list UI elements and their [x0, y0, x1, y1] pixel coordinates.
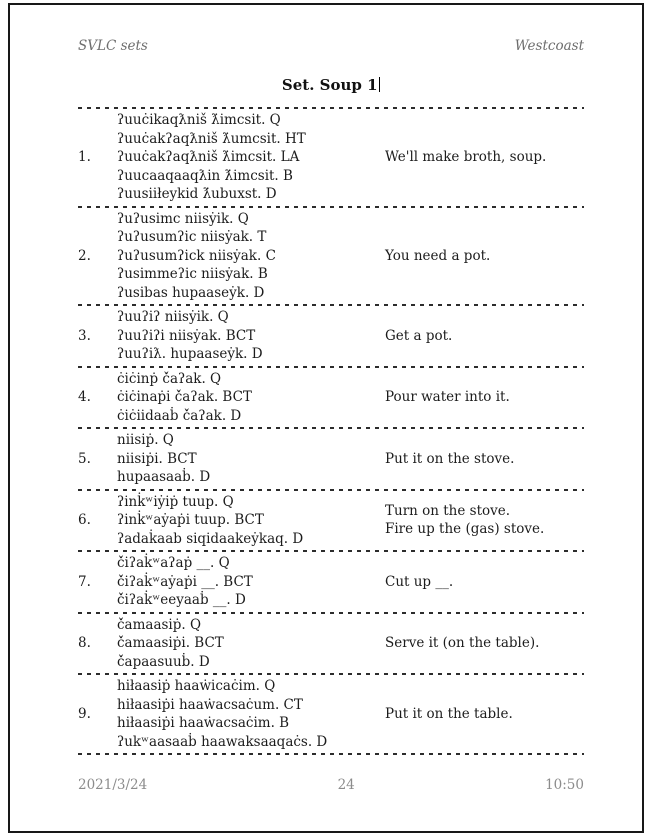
item-number: 8.: [78, 635, 91, 652]
transcription-lines: [117, 493, 385, 549]
set-item-9: [78, 675, 584, 753]
transcription-line: ċiċinṗ č̇aʔak. Q: [117, 370, 222, 387]
transcription-line: ʔuuċikaqƛniš ƛ̇imcsit. Q: [117, 112, 281, 128]
transcription-line: č̇iʔak̇ʷaʔaṗ __. Q: [117, 555, 230, 571]
transcription-line: ʔuuʔiʔi niisẏak. BCT: [117, 327, 256, 344]
transcription-line: ʔusimmeʔic niisẏak. B: [117, 266, 268, 282]
transcription-line: ʔuuʔiƛ. hupaaseẏk. D: [117, 346, 263, 362]
transcription-line: hupaasaaḃ. D: [117, 469, 211, 485]
set-item-8: [78, 614, 584, 674]
header-right-running-title: Westcoast: [514, 38, 584, 54]
item-number: 7.: [78, 573, 91, 590]
transcription-line: ʔusibas hupaaseẏk. D: [117, 284, 265, 301]
transcription-line: ʔuʔusimc niisẏik. Q: [117, 210, 249, 227]
transcription-line: ʔink̇ʷaẏaṗi tuup. BCT: [117, 512, 264, 528]
page-header: [78, 38, 584, 54]
set-item-4: [78, 368, 584, 428]
transcription-line: ʔuuʔiʔ niisẏik. Q: [117, 309, 229, 325]
translation-line: You need a pot.: [385, 247, 491, 264]
set-item-7: [78, 552, 584, 612]
translation: [385, 450, 584, 469]
transcription-line: ʔukʷaasaaḃ haawaksaaqaċs. D: [117, 733, 328, 750]
transcription-line: niisiṗ. Q: [117, 432, 174, 448]
transcription-line: ʔadak̇aab siqidaakeẏkaq. D: [117, 530, 304, 547]
transcription-line: č̇amaasiṗ. Q: [117, 616, 202, 633]
item-number: 4.: [78, 389, 91, 406]
transcription-lines: [117, 111, 385, 204]
footer-date: 2021/3/24: [78, 777, 148, 793]
item-number: 6.: [78, 512, 91, 529]
header-left-running-title: SVLC sets: [78, 38, 148, 54]
document-page: [8, 3, 644, 833]
transcription-lines: [117, 431, 385, 487]
set-item-6: [78, 491, 584, 551]
transcription-lines: [117, 677, 385, 751]
transcription-line: ċiċiidaaḃ č̇aʔak. D: [117, 407, 242, 424]
dashed-divider: [78, 753, 584, 755]
transcription-line: ʔink̇ʷiẏiṗ tuup. Q: [117, 493, 234, 510]
transcription-line: ʔuuċakʔaqƛniš ƛ̇umcsit. HT: [117, 130, 306, 147]
item-number: 1.: [78, 149, 91, 166]
transcription-lines: [117, 616, 385, 672]
text-cursor: [379, 77, 381, 92]
translation: [385, 148, 584, 167]
transcription-line: ʔuʔusumʔick niisẏak. C: [117, 247, 276, 264]
transcription-line: ʔuucaaqaaqƛin ƛ̇imcsit. B: [117, 167, 293, 184]
footer-page-number: 24: [337, 777, 355, 793]
transcription-line: ʔuʔusumʔic niisẏak. T: [117, 229, 267, 245]
translation-line: Pour water into it.: [385, 389, 510, 405]
translation: [385, 247, 584, 266]
set-item-5: [78, 429, 584, 489]
translation: [385, 705, 584, 724]
set-item-2: [78, 208, 584, 305]
item-number: 2.: [78, 247, 91, 264]
translation-line: Fire up the (gas) stove.: [385, 521, 545, 538]
translation: [385, 388, 584, 407]
transcription-line: č̇apaasuuḃ. D: [117, 653, 210, 670]
title-row: [78, 75, 584, 94]
translation: [385, 327, 584, 346]
page-footer: [10, 777, 642, 793]
transcription-lines: [117, 554, 385, 610]
item-number: 9.: [78, 706, 91, 722]
set-item-1: [78, 109, 584, 206]
transcription-line: č̇amaasiṗi. BCT: [117, 635, 224, 651]
set-item-3: [78, 306, 584, 366]
translation: [385, 634, 584, 653]
transcription-line: ʔuuċakʔaqƛniš ƛ̇imcsit. LA: [117, 149, 300, 165]
transcription-line: hiłaasiṗi haaẇacsaċum. CT: [117, 696, 303, 713]
transcription-line: ċiċinaṗi č̇aʔak. BCT: [117, 389, 252, 405]
translation-line: Cut up __.: [385, 573, 454, 590]
item-number: 3.: [78, 327, 91, 344]
translation-line: Get a pot.: [385, 327, 453, 344]
translation-line: Serve it (on the table).: [385, 635, 540, 651]
transcription-lines: [117, 308, 385, 364]
transcription-line: č̇iʔak̇ʷeeyaaḃ __. D: [117, 592, 246, 608]
translation: [385, 502, 584, 539]
translation: [385, 573, 584, 592]
transcription-lines: [117, 370, 385, 426]
translation-line: Put it on the table.: [385, 705, 513, 722]
translation-line: We'll make broth, soup.: [385, 149, 547, 165]
transcription-line: niisiṗi. BCT: [117, 450, 197, 467]
transcription-line: hiłaasiṗi haaẇacsaċim. B: [117, 715, 290, 731]
page-title[interactable]: Set. Soup 1: [281, 76, 378, 94]
footer-time: 10:50: [545, 777, 584, 793]
translation-line: Turn on the stove.: [385, 502, 511, 519]
transcription-line: č̇iʔak̇ʷaẏaṗi __. BCT: [117, 573, 253, 590]
transcription-line: hiłaasiṗ haaẇicaċim. Q: [117, 678, 276, 694]
item-number: 5.: [78, 450, 91, 467]
transcription-line: ʔuusiiłeykid ƛ̇ubuxst. D: [117, 186, 277, 202]
transcription-lines: [117, 210, 385, 303]
translation-line: Put it on the stove.: [385, 450, 515, 467]
soup-set-list: [78, 107, 584, 755]
